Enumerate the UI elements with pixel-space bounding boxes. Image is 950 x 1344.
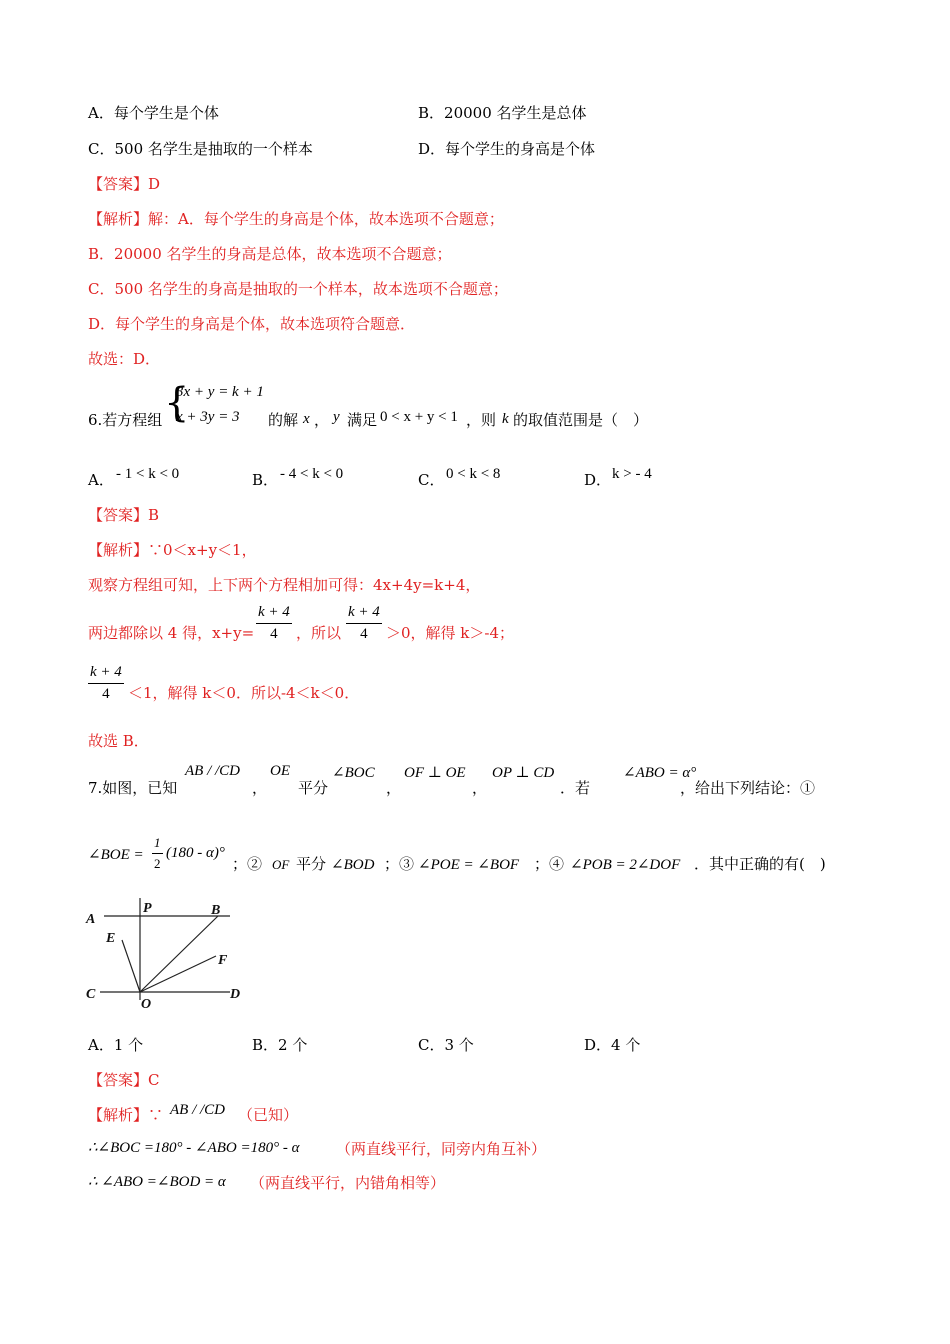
q6-text-solution: 的解 xyxy=(268,411,299,429)
q7-analysis-1-label: 【解析】∵ xyxy=(88,1106,164,1124)
q6-prefix: 6.若方程组 xyxy=(88,411,163,429)
geometry-figure xyxy=(80,892,250,1014)
q7-option-b: B．2 个 xyxy=(252,1036,308,1054)
q7-sep-3: ， xyxy=(472,779,488,797)
q7-text-bisects: 平分 xyxy=(298,779,329,797)
q6-var-x: x xyxy=(303,411,310,427)
q6-equation-2: x + 3y = 3 xyxy=(176,409,240,425)
fraction-one-half xyxy=(152,835,163,872)
q5-analysis-line-2: B．20000 名学生的身高是总体，故本选项不合题意； xyxy=(88,245,452,263)
q5-analysis-line-4: D．每个学生的身高是个体，故本选项符合题意． xyxy=(88,315,416,333)
q6-option-b: - 4 < k < 0 xyxy=(280,466,344,482)
fraction-numerator: k + 4 xyxy=(88,664,124,684)
q6-var-y: y xyxy=(333,409,340,425)
q7-analysis-3-reason: （两直线平行，内错角相等） xyxy=(250,1174,446,1192)
ray-of xyxy=(140,956,216,992)
q6-option-b-label: B． xyxy=(252,471,279,489)
q7-condition-abo-alpha: ∠ABO = α° xyxy=(623,765,697,781)
q7-option-c: C．3 个 xyxy=(418,1036,474,1054)
q7-text-sep-2: ；② xyxy=(232,855,263,873)
q6-option-a-label: A． xyxy=(88,471,114,489)
q5-option-c: C．500 名学生是抽取的一个样本 xyxy=(88,140,313,158)
ray-oe xyxy=(122,940,140,992)
point-label-f: F xyxy=(218,953,228,968)
q5-option-a: A．每个学生是个体 xyxy=(88,104,219,122)
fraction-denominator: 4 xyxy=(360,626,368,642)
q7-answer: 【答案】C xyxy=(88,1071,160,1089)
q7-conclusion-2-of: OF xyxy=(272,857,290,872)
fraction-denominator: 2 xyxy=(154,856,161,871)
q7-analysis-2-reason: （两直线平行，同旁内角互补） xyxy=(336,1140,547,1158)
q7-condition-of-perp-oe: OF ⊥ OE xyxy=(404,765,466,781)
q7-condition-boc: ∠BOC xyxy=(332,765,375,781)
q6-option-c: 0 < k < 8 xyxy=(446,466,501,482)
q6-option-d-label: D． xyxy=(584,471,612,489)
q7-conclusion-3: ∠POE = ∠BOF xyxy=(418,857,520,873)
q7-text-bisects-2: 平分 xyxy=(296,855,327,873)
q6-equation-1: 3x + y = k + 1 xyxy=(176,384,264,400)
q7-conclusion-1b: (180 - α)° xyxy=(166,845,225,861)
q6-option-c-label: C． xyxy=(418,471,445,489)
q7-condition-oe: OE xyxy=(270,763,290,779)
q5-answer: 【答案】D xyxy=(88,175,161,193)
q6-text-satisfy: 满足 xyxy=(347,411,378,429)
q6-analysis-line-4: ＜1，解得 k＜0．所以-4＜k＜0． xyxy=(128,684,360,702)
q7-text-conclusions: ，给出下列结论：① xyxy=(680,779,816,797)
point-label-b: B xyxy=(211,903,221,918)
q7-analysis-3-expr: ∴ ∠ABO =∠BOD = α xyxy=(88,1174,226,1190)
q7-text-if: ．若 xyxy=(560,779,591,797)
point-label-a: A xyxy=(86,912,96,927)
point-label-p: P xyxy=(143,901,152,916)
q6-condition: 0 < x + y < 1 xyxy=(380,409,458,425)
q7-conclusion-1a: ∠BOE = xyxy=(88,847,144,863)
point-label-d: D xyxy=(230,987,241,1002)
q6-analysis-line-3b: ，所以 xyxy=(296,624,342,642)
q5-analysis-line-5: 故选：D． xyxy=(88,350,161,368)
q7-text-sep-3: ；③ xyxy=(384,855,415,873)
q6-suffix: 的取值范围是（ ） xyxy=(513,411,649,429)
fraction-numerator: k + 4 xyxy=(256,604,292,624)
q7-condition-ab-cd: AB / /CD xyxy=(185,763,240,779)
q7-text-question: ．其中正确的有( ) xyxy=(694,855,826,873)
q7-conclusion-2-bod: ∠BOD xyxy=(331,857,375,873)
q6-answer: 【答案】B xyxy=(88,506,160,524)
q5-analysis-line-3: C．500 名学生的身高是抽取的一个样本，故本选项不合题意； xyxy=(88,280,508,298)
q6-analysis-line-3a: 两边都除以 4 得，x+y= xyxy=(88,624,255,642)
q6-option-a: - 1 < k < 0 xyxy=(116,466,180,482)
q7-option-d: D．4 个 xyxy=(584,1036,641,1054)
q6-analysis-line-1: 【解析】∵0＜x+y＜1， xyxy=(88,541,257,559)
q7-analysis-1-expr: AB / /CD xyxy=(170,1102,225,1118)
fraction-numerator: 1 xyxy=(152,835,163,854)
fraction-k-plus-4-over-4-second xyxy=(346,604,382,643)
point-label-e: E xyxy=(106,931,116,946)
point-label-c: C xyxy=(86,987,96,1002)
q5-analysis-line-1: 【解析】解：A．每个学生的身高是个体，故本选项不合题意； xyxy=(88,210,504,228)
fraction-k-plus-4-over-4-third xyxy=(88,664,124,703)
ray-ob xyxy=(140,916,218,992)
q6-text-then: ，则 xyxy=(466,411,497,429)
equation-system-brace: { xyxy=(164,380,190,426)
fraction-denominator: 4 xyxy=(102,686,110,702)
q7-conclusion-4: ∠POB = 2∠DOF xyxy=(570,857,681,873)
q6-analysis-line-3c: ＞0，解得 k＞-4； xyxy=(386,624,515,642)
q7-sep-2: ， xyxy=(386,779,402,797)
q6-analysis-line-5: 故选 B． xyxy=(88,732,149,750)
q5-option-b: B．20000 名学生是总体 xyxy=(418,104,587,122)
q7-analysis-2-expr: ∴∠BOC =180° - ∠ABO =180° - α xyxy=(88,1140,300,1156)
fraction-k-plus-4-over-4 xyxy=(256,604,292,643)
q7-sep-1: ， xyxy=(252,779,268,797)
q6-comma: ， xyxy=(314,411,330,429)
q6-option-d: k > - 4 xyxy=(612,466,652,482)
q7-text-sep-4: ；④ xyxy=(534,855,565,873)
q7-analysis-1-reason: （已知） xyxy=(238,1106,299,1124)
q6-var-k: k xyxy=(502,411,509,427)
fraction-numerator: k + 4 xyxy=(346,604,382,624)
q7-option-a: A．1 个 xyxy=(88,1036,144,1054)
q7-condition-op-perp-cd: OP ⊥ CD xyxy=(492,765,555,781)
fraction-denominator: 4 xyxy=(270,626,278,642)
point-label-o: O xyxy=(141,997,152,1012)
q5-option-d: D．每个学生的身高是个体 xyxy=(418,140,596,158)
q6-analysis-line-2: 观察方程组可知，上下两个方程相加可得：4x+4y=k+4， xyxy=(88,576,481,594)
q7-intro: 7.如图，已知 xyxy=(88,779,178,797)
